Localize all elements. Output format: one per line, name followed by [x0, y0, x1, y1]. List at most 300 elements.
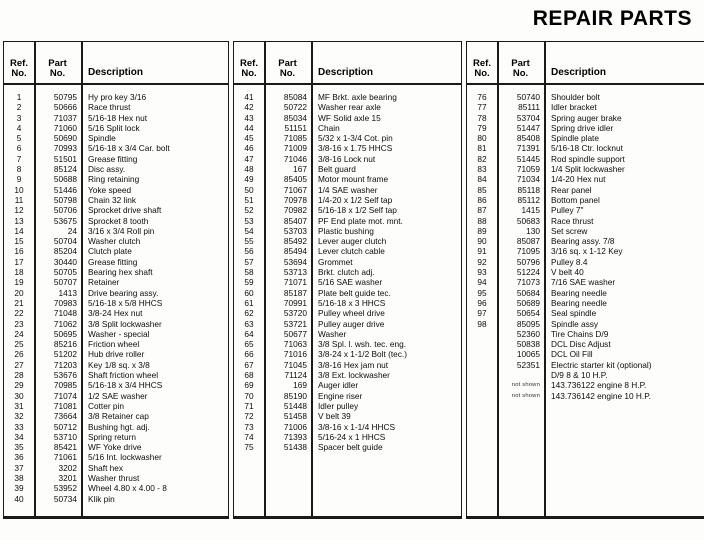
- part-no-cell: 52351: [516, 359, 540, 370]
- ref-no-cell: 31: [14, 400, 24, 411]
- part-header-line1: Part: [278, 58, 297, 69]
- table-row: [467, 257, 704, 267]
- table-row: [234, 401, 461, 411]
- ref-no-cell: 65: [244, 339, 254, 350]
- description-cell: 3/8 Retainer cap: [88, 411, 149, 422]
- ref-no-cell: 28: [14, 370, 24, 381]
- description-cell: Washer: [318, 328, 347, 339]
- description-cell: Belt guard: [318, 164, 356, 175]
- part-no-cell: 50677: [283, 328, 307, 339]
- part-no-cell: 50684: [516, 287, 540, 298]
- description-cell: MF Brkt. axle bearing: [318, 92, 397, 102]
- table-row: [467, 339, 704, 349]
- description-cell: Bearing assy. 7/8: [551, 236, 615, 247]
- table-row: [4, 205, 228, 215]
- part-no-cell: 71203: [53, 359, 77, 370]
- part-no-cell: 1415: [521, 205, 540, 216]
- description-cell: Sprocket drive shaft: [88, 205, 162, 216]
- description-header: Description: [318, 67, 374, 78]
- description-cell: 3/8-16 x 1.75 HHCS: [318, 143, 393, 154]
- ref-no-cell: 52: [244, 205, 254, 216]
- part-no-cell: 71009: [283, 143, 307, 154]
- table-row: [4, 391, 228, 401]
- part-no-cell: 51438: [283, 442, 307, 453]
- description-cell: 3/8-16 Hex jam nut: [318, 359, 389, 370]
- table-row: [4, 143, 228, 153]
- description-cell: Bearing needle: [551, 297, 607, 308]
- table-row: [4, 442, 228, 452]
- part-no-cell: 51445: [516, 153, 540, 164]
- table-row: [4, 123, 228, 133]
- description-cell: Hy pro key 3/16: [88, 92, 147, 102]
- description-cell: Set screw: [551, 225, 588, 236]
- part-no-cell: 50734: [53, 493, 77, 504]
- description-cell: 1/4-20 x 1/2 Self tap: [318, 194, 393, 205]
- table-row: [467, 329, 704, 339]
- ref-no-cell: 8: [16, 164, 22, 175]
- ref-no-cell: 25: [14, 339, 24, 350]
- ref-no-cell: [467, 391, 497, 401]
- description-cell: Wheel 4.80 x 4.00 - 8: [88, 483, 167, 494]
- description-cell: Washer rear axle: [318, 102, 381, 113]
- part-no-cell: 71067: [283, 184, 307, 195]
- description-cell: Pulley auger drive: [318, 318, 385, 329]
- part-no-cell: 71074: [53, 390, 77, 401]
- description-cell: Lever clutch cable: [318, 246, 385, 257]
- part-no-cell: 50707: [53, 277, 77, 288]
- part-no-cell: 71063: [283, 339, 307, 350]
- description-cell: Rear panel: [551, 184, 592, 195]
- table-row: [234, 195, 461, 205]
- description-cell: Washer clutch: [88, 236, 141, 247]
- ref-no-cell: 44: [244, 122, 254, 133]
- table-row: [467, 349, 704, 359]
- table-row: [4, 349, 228, 359]
- description-cell: WF Yoke drive: [88, 442, 142, 453]
- part-no-cell: 53713: [283, 267, 307, 278]
- part-no-cell: 71085: [283, 133, 307, 144]
- ref-no-cell: [467, 360, 497, 370]
- part-no-cell: 73664: [53, 411, 77, 422]
- ref-no-cell: 17: [14, 256, 24, 267]
- table-row: [4, 185, 228, 195]
- part-no-cell: 51224: [516, 267, 540, 278]
- part-no-cell: 70982: [283, 205, 307, 216]
- table-row: [4, 288, 228, 298]
- part-no-cell: 50688: [53, 174, 77, 185]
- part-no-cell: 3202: [58, 462, 77, 473]
- table-row: [234, 236, 461, 246]
- ref-no-cell: 79: [477, 122, 487, 133]
- ref-no-cell: 47: [244, 153, 254, 164]
- ref-no-cell: 57: [244, 256, 254, 267]
- table-row: [234, 174, 461, 184]
- ref-header-line2: No.: [474, 68, 490, 79]
- table-row: [4, 452, 228, 462]
- table-row: [234, 319, 461, 329]
- table-row: [467, 174, 704, 184]
- ref-no-header: [4, 59, 34, 83]
- description-cell: Spindle assy: [551, 318, 599, 329]
- description-cell: 3/8 Spl. l. wsh. tec. eng.: [318, 339, 407, 350]
- table-row: [234, 277, 461, 287]
- part-no-cell: not shown: [511, 382, 540, 389]
- ref-no-cell: 48: [244, 164, 254, 175]
- description-cell: Spindle: [88, 133, 116, 144]
- ref-no-cell: 37: [14, 462, 24, 473]
- ref-no-cell: 42: [244, 102, 254, 113]
- part-no-cell: not shown: [511, 392, 540, 399]
- part-no-cell: 71391: [516, 143, 540, 154]
- table-row: [4, 102, 228, 112]
- ref-header-line1: Ref.: [240, 58, 258, 69]
- description-cell: 1/4 Split lockwasher: [551, 164, 625, 175]
- description-cell: 5/16-18 x 1/2 Self tap: [318, 205, 397, 216]
- part-no-cell: 85494: [283, 246, 307, 257]
- part-no-cell: 53721: [283, 318, 307, 329]
- ref-no-cell: [467, 370, 497, 380]
- part-no-cell: 50689: [516, 297, 540, 308]
- description-cell: Spindle plate: [551, 133, 599, 144]
- table-row: [234, 349, 461, 359]
- table-row: [4, 257, 228, 267]
- description-cell: 3/16 sq. x 1-12 Key: [551, 246, 623, 257]
- ref-no-cell: 82: [477, 153, 487, 164]
- ref-no-cell: 63: [244, 318, 254, 329]
- description-cell: Retainer: [88, 277, 120, 288]
- table-row: [234, 205, 461, 215]
- part-no-cell: 50683: [516, 215, 540, 226]
- description-cell: Race thrust: [88, 102, 131, 113]
- table-row: [4, 380, 228, 390]
- ref-no-cell: 92: [477, 256, 487, 267]
- part-no-cell: 71046: [283, 153, 307, 164]
- part-no-cell: 50722: [283, 102, 307, 113]
- part-no-cell: 85084: [283, 92, 307, 102]
- part-no-cell: 51501: [53, 153, 77, 164]
- part-header-line1: Part: [511, 58, 530, 69]
- part-no-cell: 70983: [53, 297, 77, 308]
- ref-no-cell: 33: [14, 421, 24, 432]
- ref-no-cell: 9: [16, 174, 22, 185]
- part-no-cell: 51151: [284, 122, 307, 133]
- table-row: [467, 164, 704, 174]
- description-cell: 3/8 Ext. lockwasher: [318, 370, 390, 381]
- table-row: [4, 298, 228, 308]
- description-cell: Chain 32 link: [88, 194, 136, 205]
- description-cell: Friction wheel: [88, 339, 140, 350]
- ref-no-cell: 39: [14, 483, 24, 494]
- ref-no-cell: 56: [244, 246, 254, 257]
- part-no-cell: 51458: [283, 411, 307, 422]
- ref-no-cell: 87: [477, 205, 487, 216]
- table-row: [234, 246, 461, 256]
- table-row: [467, 123, 704, 133]
- table-row: [4, 164, 228, 174]
- part-no-cell: 71062: [53, 318, 77, 329]
- description-cell: 143.736142 engine 10 H.P.: [551, 390, 651, 401]
- ref-no-cell: 26: [14, 349, 24, 360]
- description-cell: 5/16-24 x 1 HHCS: [318, 431, 386, 442]
- part-no-cell: 30440: [53, 256, 77, 267]
- description-cell: Sprocket 8 tooth: [88, 215, 149, 226]
- description-cell: Bearing hex shaft: [88, 267, 153, 278]
- description-cell: 5/16-18 x 5/8 HHCS: [88, 297, 163, 308]
- table-row: [234, 432, 461, 442]
- table-row: [234, 123, 461, 133]
- ref-no-cell: 15: [14, 236, 24, 247]
- part-header-line2: No.: [512, 68, 529, 79]
- table-row: [467, 92, 704, 102]
- part-no-cell: 53720: [283, 308, 307, 319]
- part-no-cell: 169: [293, 380, 307, 391]
- ref-no-cell: 24: [14, 328, 24, 339]
- table-row: [4, 236, 228, 246]
- table-row: [467, 360, 704, 370]
- part-no-cell: 85216: [53, 339, 77, 350]
- table-row: [4, 473, 228, 483]
- description-cell: 5/16-18 x 3/4 Car. bolt: [88, 143, 170, 154]
- ref-no-cell: 35: [14, 442, 24, 453]
- table-row: [467, 236, 704, 246]
- part-no-cell: 50654: [516, 308, 540, 319]
- table-row: [4, 319, 228, 329]
- ref-no-cell: [467, 329, 497, 339]
- ref-no-cell: 32: [14, 411, 24, 422]
- part-no-cell: 50795: [53, 92, 77, 102]
- part-no-cell: 167: [293, 164, 307, 175]
- description-cell: 1/4 SAE washer: [318, 184, 378, 195]
- ref-no-cell: 83: [477, 164, 487, 175]
- ref-no-cell: 58: [244, 267, 254, 278]
- ref-no-cell: 68: [244, 370, 254, 381]
- description-cell: Bottom panel: [551, 194, 600, 205]
- description-cell: Chain: [318, 122, 340, 133]
- description-cell: Grease fitting: [88, 256, 138, 267]
- table-row: [234, 288, 461, 298]
- table-row: [234, 226, 461, 236]
- table-rows: [234, 89, 461, 513]
- table-header: [467, 42, 704, 83]
- table-row: [4, 195, 228, 205]
- description-cell: 5/16-18 x 3 HHCS: [318, 297, 386, 308]
- part-no-cell: 71006: [283, 421, 307, 432]
- table-row: [4, 133, 228, 143]
- description-cell: Idler pulley: [318, 400, 359, 411]
- table-row: [467, 288, 704, 298]
- part-no-cell: 50690: [53, 133, 77, 144]
- table-row: [467, 113, 704, 123]
- ref-no-cell: 1: [16, 92, 22, 102]
- table-row: [467, 102, 704, 112]
- ref-no-cell: 60: [244, 287, 254, 298]
- ref-no-cell: 21: [14, 297, 24, 308]
- part-no-cell: 71034: [516, 174, 540, 185]
- table-row: [234, 422, 461, 432]
- description-cell: 3/8-16 x 1-1/4 HHCS: [318, 421, 396, 432]
- ref-no-cell: 43: [244, 112, 254, 123]
- table-row: [234, 370, 461, 380]
- part-no-cell: 85118: [517, 184, 540, 195]
- part-no-cell: 53675: [53, 215, 77, 226]
- table-row: [234, 360, 461, 370]
- table-row: [467, 246, 704, 256]
- ref-no-cell: 7: [16, 153, 22, 164]
- ref-no-cell: 80: [477, 133, 487, 144]
- ref-no-cell: 38: [14, 472, 24, 483]
- part-no-cell: 50712: [53, 421, 77, 432]
- ref-no-cell: 70: [244, 390, 254, 401]
- table-row: [4, 411, 228, 421]
- ref-no-cell: 78: [477, 112, 487, 123]
- part-no-cell: 85095: [516, 318, 540, 329]
- description-cell: 1/4-20 Hex nut: [551, 174, 606, 185]
- part-no-cell: 71095: [516, 246, 540, 257]
- part-no-cell: 50796: [516, 256, 540, 267]
- ref-no-cell: [467, 339, 497, 349]
- ref-no-cell: 29: [14, 380, 24, 391]
- ref-no-cell: 20: [14, 287, 24, 298]
- ref-no-cell: 64: [244, 328, 254, 339]
- part-no-cell: 24: [67, 225, 77, 236]
- part-no-cell: 71124: [284, 370, 307, 381]
- ref-no-cell: 16: [14, 246, 24, 257]
- table-row: [4, 277, 228, 287]
- part-no-cell: 71016: [283, 349, 307, 360]
- part-no-cell: 51447: [516, 122, 540, 133]
- table-row: [467, 205, 704, 215]
- table-row: [4, 92, 228, 102]
- description-cell: V belt 39: [318, 411, 351, 422]
- description-cell: Washer thrust: [88, 472, 140, 483]
- part-no-cell: 53952: [53, 483, 77, 494]
- table-row: [234, 298, 461, 308]
- ref-no-cell: 86: [477, 194, 487, 205]
- ref-no-cell: 23: [14, 318, 24, 329]
- part-no-cell: 53676: [53, 370, 77, 381]
- description-cell: Motor mount frame: [318, 174, 389, 185]
- table-row: [4, 113, 228, 123]
- ref-no-cell: 11: [14, 194, 24, 205]
- part-no-cell: 51202: [53, 349, 77, 360]
- description-cell: Spring drive idler: [551, 122, 614, 133]
- description-cell: PF End plate mot. mnt.: [318, 215, 403, 226]
- table-row: [4, 154, 228, 164]
- ref-no-cell: 74: [244, 431, 254, 442]
- table-row: [467, 277, 704, 287]
- ref-no-cell: 77: [477, 102, 487, 113]
- parts-table-2: [233, 41, 462, 519]
- ref-no-cell: 75: [244, 442, 254, 453]
- table-row: [234, 164, 461, 174]
- ref-no-cell: 72: [244, 411, 254, 422]
- table-row: [467, 298, 704, 308]
- description-cell: Shoulder bolt: [551, 92, 600, 102]
- table-row: [4, 308, 228, 318]
- part-no-cell: 70991: [283, 297, 307, 308]
- ref-no-cell: 12: [14, 205, 24, 216]
- description-cell: 3/8-16 Lock nut: [318, 153, 376, 164]
- ref-no-cell: 30: [14, 390, 24, 401]
- ref-no-header: [234, 59, 264, 83]
- table-row: [234, 267, 461, 277]
- part-no-cell: 85187: [283, 287, 307, 298]
- ref-no-cell: 6: [16, 143, 22, 154]
- description-cell: Clutch plate: [88, 246, 132, 257]
- ref-no-cell: 49: [244, 174, 254, 185]
- part-no-cell: 85405: [283, 174, 307, 185]
- part-no-cell: 53694: [283, 256, 307, 267]
- part-no-cell: 71037: [53, 112, 77, 123]
- table-row: [467, 308, 704, 318]
- part-no-cell: 85204: [53, 246, 77, 257]
- ref-no-cell: 84: [477, 174, 487, 185]
- table-row: [467, 154, 704, 164]
- part-no-cell: 50705: [53, 267, 77, 278]
- ref-no-cell: 67: [244, 359, 254, 370]
- description-cell: Seal spindle: [551, 308, 597, 319]
- table-row: [234, 442, 461, 452]
- ref-no-cell: 22: [14, 308, 24, 319]
- description-cell: 1/2 SAE washer: [88, 390, 148, 401]
- table-row: [4, 483, 228, 493]
- description-cell: Race thrust: [551, 215, 594, 226]
- description-cell: Plate belt guide tec.: [318, 287, 391, 298]
- part-no-header: [264, 59, 311, 83]
- part-no-cell: 85124: [53, 164, 77, 175]
- part-no-cell: 70978: [283, 194, 307, 205]
- description-cell: Grommet: [318, 256, 353, 267]
- ref-no-cell: 97: [477, 308, 487, 319]
- ref-no-cell: 50: [244, 184, 254, 195]
- description-header: Description: [88, 67, 144, 78]
- description-cell: 3/8-24 x 1-1/2 Bolt (tec.): [318, 349, 408, 360]
- part-no-cell: 3201: [58, 472, 77, 483]
- description-cell: Cotter pin: [88, 400, 124, 411]
- description-cell: Washer - special: [88, 328, 150, 339]
- table-row: [234, 329, 461, 339]
- table-rows: [4, 89, 228, 513]
- table-row: [4, 401, 228, 411]
- part-no-cell: 70993: [53, 143, 77, 154]
- ref-no-cell: [467, 349, 497, 359]
- table-row: [4, 246, 228, 256]
- description-cell: 5/16 Int. lockwasher: [88, 452, 162, 463]
- description-cell: 3/8 Split lockwasher: [88, 318, 162, 329]
- table-row: [467, 391, 704, 401]
- table-row: [467, 267, 704, 277]
- description-header: Description: [551, 67, 607, 78]
- table-row: [234, 339, 461, 349]
- description-cell: Rod spindle support: [551, 153, 625, 164]
- ref-no-cell: 59: [244, 277, 254, 288]
- table-rows: [467, 89, 704, 513]
- table-row: [234, 133, 461, 143]
- table-row: [4, 174, 228, 184]
- parts-table-1: [3, 41, 229, 519]
- part-no-cell: 85421: [53, 442, 77, 453]
- ref-no-cell: 55: [244, 236, 254, 247]
- table-row: [4, 226, 228, 236]
- part-no-cell: 85112: [517, 194, 540, 205]
- header-divider: [467, 83, 704, 85]
- ref-no-cell: 73: [244, 421, 254, 432]
- ref-no-cell: 3: [16, 112, 22, 123]
- table-row: [467, 370, 704, 380]
- ref-header-line1: Ref.: [10, 58, 28, 69]
- ref-no-cell: 94: [477, 277, 487, 288]
- description-cell: Engine riser: [318, 390, 363, 401]
